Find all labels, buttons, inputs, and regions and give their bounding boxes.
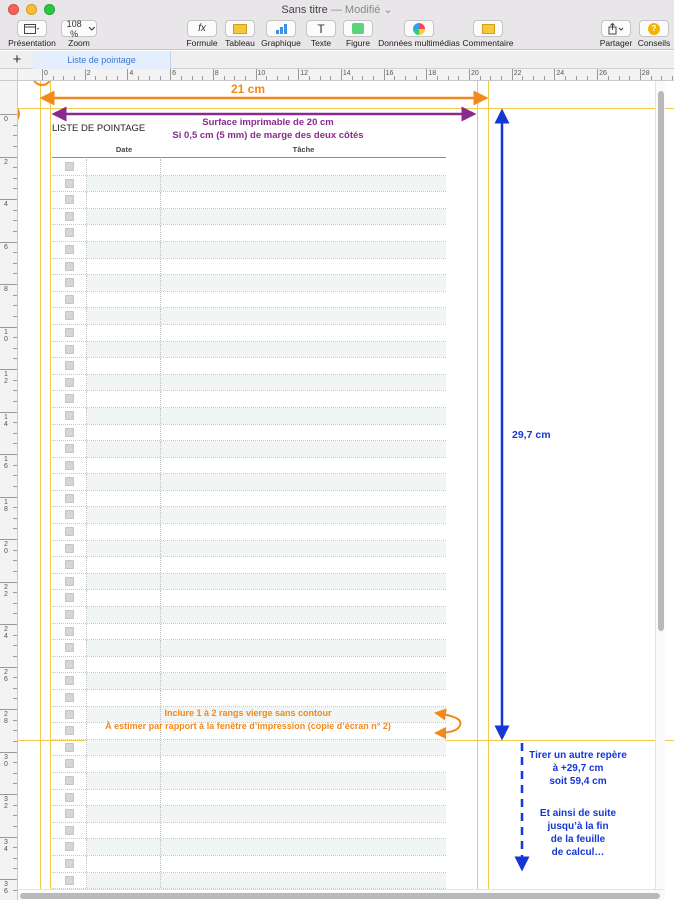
ruler-tick <box>13 305 17 306</box>
ruler-tick <box>384 69 385 80</box>
sheet-tab-active[interactable]: Liste de pointage <box>33 51 171 69</box>
ruler-tick <box>362 76 363 80</box>
ruler-tick <box>277 76 278 80</box>
ruler-tick-label: 16 <box>385 70 394 77</box>
text-icon: T <box>317 21 325 36</box>
ruler-tick-label: 18 <box>428 70 437 77</box>
ruler-tick <box>0 624 17 625</box>
ruler-tick <box>13 656 17 657</box>
ruler-tick <box>608 76 609 80</box>
ruler-tick <box>0 497 17 498</box>
ruler-tick-label: 4 <box>4 201 8 208</box>
ruler-tick <box>619 76 620 80</box>
zoom-select[interactable] <box>61 20 97 37</box>
width-label: 21 cm <box>230 82 266 96</box>
ruler-tick <box>13 688 17 689</box>
ruler-tick <box>266 76 267 80</box>
ruler-tick-label: 0 <box>4 116 8 123</box>
ruler-tick <box>13 146 17 147</box>
tips-label: Conseils <box>637 38 671 48</box>
ruler-tick <box>288 76 289 80</box>
zoom-value: 108 % <box>66 18 82 39</box>
ruler-tick <box>373 76 374 80</box>
ruler-tick-label: 3 4 <box>4 838 8 853</box>
ruler-tick <box>352 76 353 80</box>
sidebar-icon <box>24 24 40 34</box>
ruler-tick <box>0 327 17 328</box>
chart-icon <box>276 24 287 34</box>
ruler-tick <box>13 645 17 646</box>
ruler-tick <box>213 69 214 80</box>
blank-row-arrow-bottom <box>436 725 460 733</box>
ruler-tick <box>224 76 225 80</box>
ruler-tick-label: 2 0 <box>4 541 8 555</box>
ruler-tick <box>170 69 171 80</box>
ruler-tick <box>256 69 257 80</box>
ruler-tick <box>629 76 630 80</box>
ruler-tick <box>0 752 17 753</box>
sheet-tab-bar <box>0 51 674 69</box>
media-label: Données multimédias <box>378 38 460 48</box>
ruler-tick <box>13 220 17 221</box>
ruler-tick-label: 3 2 <box>4 796 8 810</box>
vertical-scroll-thumb[interactable] <box>658 91 664 631</box>
ruler-tick <box>13 826 17 827</box>
ruler-tick <box>13 635 17 636</box>
ruler-tick-label: 22 <box>513 70 522 77</box>
ruler-tick <box>13 890 17 891</box>
ruler-tick <box>522 76 523 80</box>
ruler-tick-label: 2 2 <box>4 583 8 598</box>
ruler-tick <box>13 805 17 806</box>
ruler-tick-label: 10 <box>257 70 266 77</box>
ruler-tick <box>0 667 17 668</box>
ruler-tick <box>42 69 43 80</box>
ruler-tick <box>13 316 17 317</box>
formula-button[interactable] <box>187 20 217 37</box>
ruler-tick <box>426 69 427 80</box>
ruler-tick <box>13 720 17 721</box>
ruler-tick <box>640 69 641 80</box>
ruler-tick <box>13 210 17 211</box>
ruler-tick <box>672 76 673 80</box>
ruler-tick <box>117 76 118 80</box>
ruler-tick <box>234 76 235 80</box>
ruler-tick <box>13 677 17 678</box>
presentation-button[interactable] <box>17 20 47 37</box>
ruler-tick <box>469 69 470 80</box>
ruler-tick <box>13 135 17 136</box>
ruler-tick-label: 12 <box>300 70 308 77</box>
ruler-tick <box>13 422 17 423</box>
table-tool[interactable] <box>223 18 257 48</box>
ruler-tick-label: 28 <box>641 70 650 77</box>
ruler-tick <box>651 76 652 80</box>
vertical-scrollbar[interactable] <box>655 81 665 889</box>
ruler-tick <box>13 550 17 551</box>
ruler-tick <box>13 358 17 359</box>
ruler-tick <box>597 69 598 80</box>
ruler-tick <box>0 412 17 413</box>
ruler-tick <box>13 613 17 614</box>
ruler-tick-label: 6 <box>4 243 8 251</box>
ruler-tick <box>13 486 17 487</box>
ruler-tick <box>13 231 17 232</box>
continue-line-3: de la feuille <box>550 834 606 845</box>
ruler-tick <box>13 571 17 572</box>
ruler-tick <box>13 475 17 476</box>
ruler-tick <box>0 242 17 243</box>
ruler-tick <box>202 76 203 80</box>
ruler-tick-label: 2 8 <box>4 711 8 725</box>
ruler-tick <box>53 76 54 80</box>
ruler-tick <box>13 263 17 264</box>
ruler-tick <box>13 348 17 349</box>
ruler-tick <box>490 76 491 80</box>
ruler-tick <box>309 76 310 80</box>
ruler-tick <box>63 76 64 80</box>
ruler-tick <box>0 199 17 200</box>
ruler-tick <box>437 76 438 80</box>
ruler-tick-label: 6 <box>172 70 176 77</box>
text-button[interactable] <box>306 20 336 37</box>
share-label: Partager <box>599 38 633 48</box>
chevron-down-icon[interactable]: ⌄ <box>383 4 393 16</box>
presentation-tool[interactable] <box>5 18 59 48</box>
ruler-tick <box>0 709 17 710</box>
ruler-tick-label: 3 6 <box>4 881 8 895</box>
comment-label: Commentaire <box>462 38 514 48</box>
ruler-tick <box>0 454 17 455</box>
ruler-tick-label: 1 4 <box>4 413 8 428</box>
ruler-tick <box>13 868 17 869</box>
formula-tool[interactable] <box>184 18 220 48</box>
media-button[interactable] <box>404 20 434 37</box>
ruler-tick <box>533 76 534 80</box>
ruler-tick <box>501 76 502 80</box>
next-guide-note <box>526 749 630 788</box>
ruler-tick <box>13 730 17 731</box>
ruler-tick-label: 4 <box>129 70 134 77</box>
printable-line-2: Si 0,5 cm (5 mm) de marge des deux côtés <box>172 130 364 141</box>
title-separator: — <box>330 4 342 16</box>
shape-tool[interactable] <box>342 18 374 48</box>
media-icon <box>413 23 425 35</box>
ruler-tick <box>13 507 17 508</box>
ruler-tick <box>181 76 182 80</box>
ruler-tick <box>13 252 17 253</box>
next-guide-line-3: soit 59,4 cm <box>549 776 607 787</box>
tips-button[interactable] <box>639 20 669 37</box>
ruler-tick <box>13 603 17 604</box>
horizontal-scroll-thumb[interactable] <box>20 893 660 899</box>
sheet-canvas[interactable] <box>18 81 674 900</box>
table-icon <box>233 24 247 34</box>
ruler-tick <box>13 390 17 391</box>
horizontal-scrollbar[interactable] <box>18 889 665 900</box>
ruler-tick <box>394 76 395 80</box>
shape-label: Figure <box>345 38 371 48</box>
title-bar <box>0 0 674 18</box>
ruler-tick-label: 1 6 <box>4 456 8 470</box>
ruler-tick <box>448 76 449 80</box>
presentation-label: Présentation <box>8 38 56 48</box>
blank-rows-note <box>68 707 428 733</box>
ruler-tick <box>0 794 17 795</box>
continue-note <box>526 807 630 859</box>
ruler-tick <box>565 76 566 80</box>
ruler-tick <box>576 76 577 80</box>
header-date[interactable]: Date <box>115 145 133 154</box>
ruler-tick-label: 8 <box>4 286 8 293</box>
continue-line-2: jusqu’à la fin <box>547 821 609 832</box>
ruler-tick <box>13 401 17 402</box>
share-button[interactable] <box>601 20 631 37</box>
toolbar <box>0 18 674 50</box>
shape-button[interactable] <box>343 20 373 37</box>
ruler-tick <box>192 76 193 80</box>
ruler-tick-label: 2 6 <box>4 668 8 683</box>
chart-label: Graphique <box>261 38 301 48</box>
ruler-tick <box>0 539 17 540</box>
ruler-tick <box>13 773 17 774</box>
window-title <box>0 3 674 16</box>
blank-row-arrow-top <box>436 713 461 725</box>
ruler-tick <box>13 433 17 434</box>
ruler-tick-label: 26 <box>599 70 607 77</box>
media-tool[interactable] <box>377 18 461 48</box>
ruler-tick <box>13 858 17 859</box>
ruler-tick <box>0 582 17 583</box>
printable-note <box>138 116 398 142</box>
fx-icon: fx <box>198 23 206 34</box>
ruler-tick <box>160 76 161 80</box>
ruler-tick <box>138 76 139 80</box>
blank-rows-line-2: À estimer par rapport à la fenêtre d’impression (copie d’écran n° 2) <box>105 721 391 731</box>
ruler-tick <box>13 560 17 561</box>
document-status[interactable]: Modifié <box>344 4 381 16</box>
ruler-tick <box>0 157 17 158</box>
text-tool[interactable] <box>305 18 337 48</box>
ruler-tick <box>341 69 342 80</box>
tips-tool[interactable] <box>636 18 672 48</box>
table-button[interactable] <box>225 20 255 37</box>
ruler-tick <box>320 76 321 80</box>
ruler-tick-label: 3 0 <box>4 753 8 768</box>
sheet-title[interactable]: LISTE DE POINTAGE <box>52 123 146 134</box>
ruler-origin-circle-top <box>33 81 51 85</box>
ruler-tick <box>149 76 150 80</box>
printable-line-1: Surface imprimable de 20 cm <box>202 117 334 128</box>
chart-button[interactable] <box>266 20 296 37</box>
next-guide-line-2: à +29,7 cm <box>552 763 604 774</box>
horizontal-ruler[interactable] <box>18 69 674 81</box>
ruler-tick <box>405 76 406 80</box>
ruler-tick-label: 2 4 <box>4 626 8 640</box>
ruler-tick-label: 14 <box>342 70 351 77</box>
ruler-tick <box>512 69 513 80</box>
ruler-tick <box>13 443 17 444</box>
ruler-tick-label: 1 0 <box>4 328 8 343</box>
text-label: Texte <box>310 38 332 48</box>
continue-line-4: de calcul… <box>551 847 605 858</box>
ruler-tick <box>13 847 17 848</box>
ruler-tick <box>13 337 17 338</box>
ruler-tick <box>13 167 17 168</box>
ruler-tick <box>13 815 17 816</box>
ruler-tick <box>13 125 17 126</box>
ruler-tick <box>544 76 545 80</box>
ruler-tick-label: 1 8 <box>4 498 8 513</box>
formula-label: Formule <box>186 38 218 48</box>
ruler-tick-label: 1 2 <box>4 371 8 385</box>
ruler-tick <box>480 76 481 80</box>
add-sheet-button[interactable]: + <box>12 51 22 68</box>
ruler-tick <box>95 76 96 80</box>
ruler-tick <box>0 879 17 880</box>
ruler-tick <box>330 76 331 80</box>
ruler-tick <box>458 76 459 80</box>
ruler-tick <box>74 76 75 80</box>
ruler-tick-label: 8 <box>214 70 219 77</box>
zoom-tool[interactable] <box>60 18 98 48</box>
ruler-tick <box>0 284 17 285</box>
ruler-corner <box>0 69 18 81</box>
header-task[interactable]: Tâche <box>292 145 315 154</box>
ruler-tick <box>13 178 17 179</box>
ruler-tick-label: 0 <box>44 70 48 77</box>
ruler-tick <box>13 783 17 784</box>
ruler-tick <box>13 273 17 274</box>
ruler-tick <box>13 380 17 381</box>
document-name: Sans titre <box>281 4 328 16</box>
ruler-tick <box>298 69 299 80</box>
ruler-tick <box>416 76 417 80</box>
comment-icon <box>482 24 495 34</box>
ruler-tick <box>13 518 17 519</box>
ruler-tick-label: 24 <box>556 70 565 77</box>
ruler-tick <box>127 69 128 80</box>
share-tool[interactable] <box>597 18 635 48</box>
comment-tool[interactable] <box>462 18 514 48</box>
comment-button[interactable] <box>473 20 503 37</box>
chevron-down-icon <box>88 26 96 32</box>
height-label: 29,7 cm <box>512 429 551 441</box>
ruler-tick <box>245 76 246 80</box>
blank-rows-line-1: Inclure 1 à 2 rangs vierge sans contour <box>164 708 332 718</box>
ruler-tick <box>13 528 17 529</box>
ruler-tick-label: 2 <box>4 158 8 166</box>
table-label: Tableau <box>225 38 255 48</box>
ruler-tick-label: 20 <box>471 70 479 77</box>
ruler-tick <box>13 741 17 742</box>
ruler-tick <box>13 698 17 699</box>
ruler-tick <box>13 188 17 189</box>
ruler-tick <box>0 369 17 370</box>
vertical-ruler[interactable] <box>0 81 18 900</box>
share-icon <box>608 23 624 35</box>
ruler-tick <box>13 295 17 296</box>
zoom-label: Zoom <box>68 38 90 48</box>
ruler-tick <box>587 76 588 80</box>
ruler-tick <box>85 69 86 80</box>
ruler-tick <box>554 69 555 80</box>
ruler-tick <box>13 465 17 466</box>
ruler-origin-circle-left <box>18 105 19 123</box>
ruler-tick <box>0 114 17 115</box>
ruler-tick <box>13 762 17 763</box>
ruler-tick <box>661 76 662 80</box>
next-guide-line-1: Tirer un autre repère <box>529 750 627 761</box>
shape-icon <box>352 23 364 34</box>
ruler-tick <box>0 837 17 838</box>
ruler-tick <box>106 76 107 80</box>
ruler-tick-label: 2 <box>86 70 91 77</box>
tips-icon: ? <box>648 23 660 35</box>
ruler-tick <box>13 592 17 593</box>
continue-line-1: Et ainsi de suite <box>539 808 617 819</box>
chart-tool[interactable] <box>260 18 302 48</box>
